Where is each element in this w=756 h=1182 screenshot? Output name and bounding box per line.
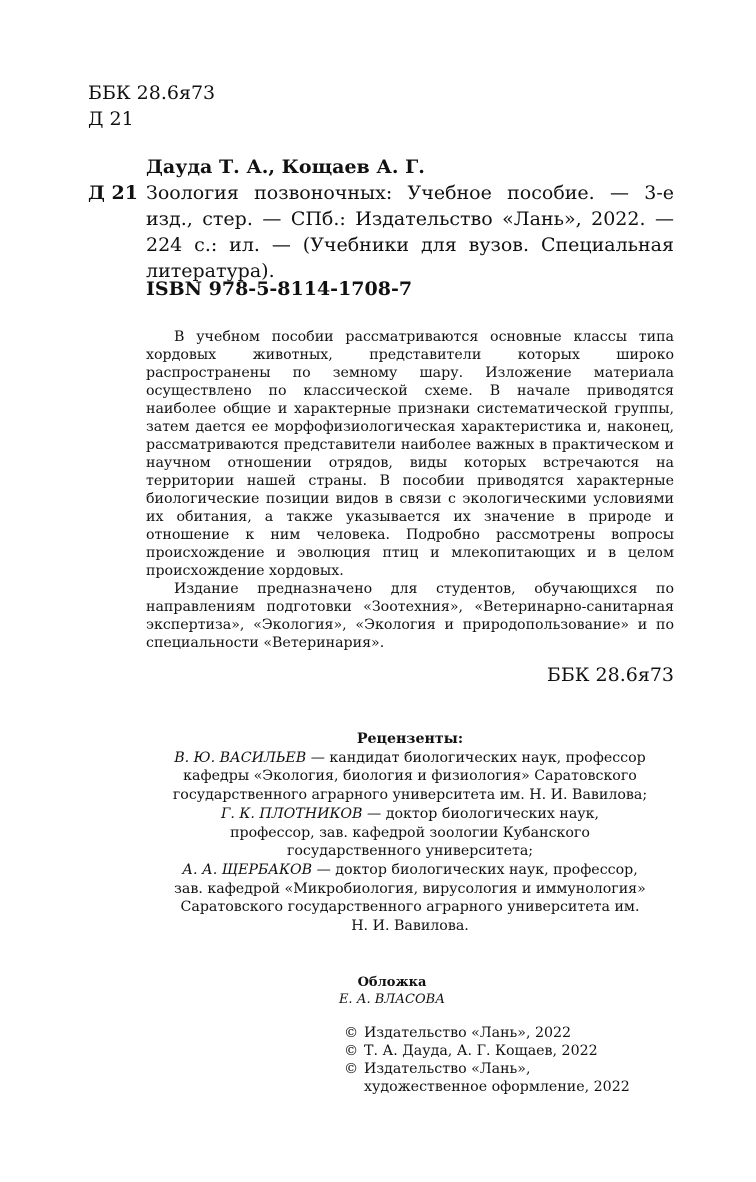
cover-designer: Е. А. ВЛАСОВА (338, 992, 446, 1007)
reviewers-heading: Рецензенты: (356, 731, 464, 747)
abstract-paragraph-1: В учебном пособии рассматриваются основные классы типа хордовых животных, представители которых широко распространены по земному шару. Изложение материала осуществлено по классической схеме. В начале приводятся наиболее общие и характерные признаки систематической группы, затем дается ее морфофизиологическая характеристика и, наконец, рассматриваются представители наиболее важных в практическом и научном отношении отрядов, виды которых встречаются на территории нашей страны. В пособии приводятся характерные биологические позиции видов в связи с экологическими условиями их обитания, а также указывается их значение в природе и отношение к ним человека. Подробно рассмотрены вопросы происхождение и эволюция птиц и млекопитающих и в целом происхождение хордовых. (146, 329, 674, 579)
copyright-block (344, 1024, 630, 1096)
bibliographic-description: Зоология позвоночных: Учебное пособие. — 3-е изд., стер. — СПб.: Издательство «Лань», 2022. — 224 с.: ил. — (Учебники для вузов. Специальная литература). (146, 182, 674, 282)
reviewer-2 (146, 805, 674, 861)
reviewer-3 (146, 861, 674, 936)
author-code: Д 21 (88, 182, 138, 204)
udk-code: Д 21 (88, 108, 134, 130)
reviewer-3-name: А. А. ЩЕРБАКОВ (182, 861, 313, 878)
cover-label: Обложка (357, 975, 427, 990)
copyright-icon: © (344, 1061, 359, 1077)
authors: Дауда Т. А., Кощаев А. Г. (146, 156, 425, 178)
copyright-text-3a: Издательство «Лань», (364, 1061, 531, 1077)
abstract (146, 328, 674, 652)
copyright-text-2: Т. А. Дауда, А. Г. Кощаев, 2022 (364, 1043, 598, 1059)
reviewer-2-name: Г. К. ПЛОТНИКОВ (220, 805, 363, 822)
isbn: ISBN 978-5-8114-1708-7 (146, 278, 413, 300)
reviewer-2-details: — доктор биологических наук, профессор, зав. кафедрой зоологии Кубанского государственного университета; (230, 805, 600, 860)
copyright-text-3 (364, 1060, 630, 1096)
bbk-code-bottom: ББК 28.6я73 (546, 664, 674, 686)
reviewer-1-name: В. Ю. ВАСИЛЬЕВ (174, 749, 307, 766)
copyright-text-1: Издательство «Лань», 2022 (364, 1025, 572, 1041)
abstract-paragraph-2: Издание предназначено для студентов, обучающихся по направлениям подготовки «Зоотехния», «Ветеринарно-санитарная экспертиза», «Экология», «Экология и природопользование» и по специальности «Ветеринария». (146, 581, 674, 651)
copyright-text-3b: художественное оформление, 2022 (364, 1079, 630, 1095)
reviewer-1-details: — кандидат биологических наук, профессор кафедры «Экология, биология и физиология» Саратовского государственного аграрного университета им. Н. И. Вавилова; (172, 749, 648, 804)
bbk-code-top: ББК 28.6я73 (88, 82, 216, 104)
reviewers-block (146, 730, 674, 936)
reviewer-3-details: — доктор биологических наук, профессор, зав. кафедрой «Микробиология, вирусология и иммунология» Саратовского государственного аграрного университета им. Н. И. Вавилова. (174, 861, 646, 935)
cover-credit (330, 974, 454, 1008)
copyright-line-1 (344, 1024, 630, 1042)
copyright-line-2 (344, 1042, 630, 1060)
copyright-icon: © (344, 1025, 359, 1041)
copyright-line-3 (344, 1060, 630, 1096)
reviewer-1 (146, 749, 674, 805)
copyright-icon: © (344, 1043, 359, 1059)
